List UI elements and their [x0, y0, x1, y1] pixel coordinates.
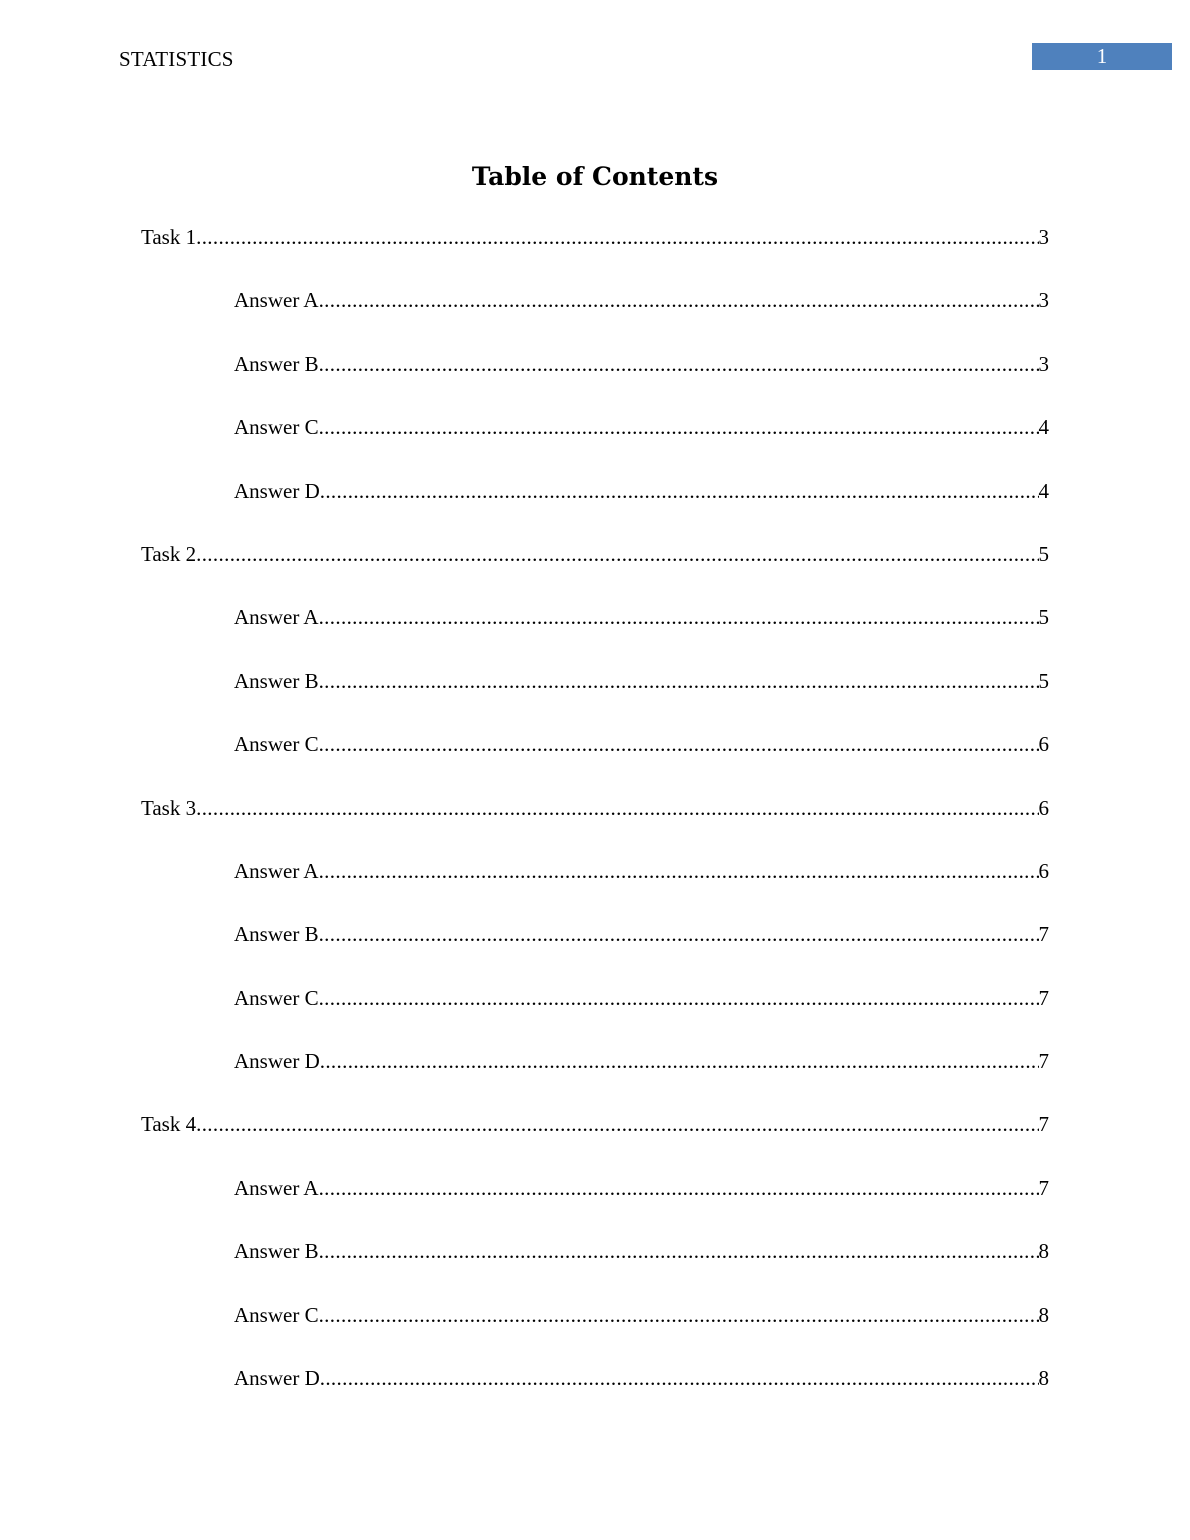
toc-entry-label: Answer D [234, 1366, 320, 1391]
toc-entry-answer[interactable] [0, 1046, 1190, 1109]
toc-entry-row [234, 1363, 1049, 1393]
toc-entry-label: Answer D [234, 478, 320, 503]
dot-leader [319, 983, 1039, 1013]
toc-entry-label: Answer C [234, 415, 319, 440]
toc-entry-row [234, 1173, 1049, 1203]
toc-entry-task[interactable] [0, 1109, 1190, 1172]
toc-entry-task[interactable] [0, 222, 1190, 285]
toc-entry-answer[interactable] [0, 856, 1190, 919]
dot-leader [319, 1173, 1039, 1203]
toc-entry-page-number: 4 [1038, 478, 1049, 503]
toc-entry-task[interactable] [0, 793, 1190, 856]
toc-entry-row [234, 666, 1049, 696]
toc-entry-label: Answer C [234, 732, 319, 757]
toc-entry-label: Answer A [234, 288, 319, 313]
dot-leader [319, 856, 1039, 886]
toc-entry-row [234, 729, 1049, 759]
dot-leader [319, 602, 1039, 632]
toc-entry-answer[interactable] [0, 919, 1190, 982]
toc-entry-row [234, 919, 1049, 949]
toc-title: Table of Contents [471, 162, 719, 191]
table-of-contents [0, 222, 1190, 1426]
toc-entry-page-number: 6 [1038, 858, 1049, 883]
toc-entry-answer[interactable] [0, 1236, 1190, 1299]
toc-entry-row [234, 602, 1049, 632]
dot-leader [196, 222, 1038, 252]
running-head: STATISTICS [119, 47, 234, 71]
toc-entry-page-number: 7 [1038, 1175, 1049, 1200]
toc-entry-row [234, 349, 1049, 379]
toc-entry-answer[interactable] [0, 602, 1190, 665]
toc-entry-page-number: 8 [1038, 1302, 1049, 1327]
toc-entry-page-number: 3 [1038, 225, 1049, 249]
toc-entry-row [234, 1236, 1049, 1266]
page-number-badge [1032, 43, 1172, 70]
toc-entry-label: Task 3 [141, 795, 197, 820]
toc-entry-page-number: 8 [1038, 1239, 1049, 1264]
toc-entry-page-number: 3 [1038, 288, 1049, 313]
toc-entry-page-number: 4 [1038, 415, 1049, 440]
dot-leader [196, 1109, 1038, 1139]
dot-leader [196, 539, 1038, 569]
toc-entry-page-number: 3 [1038, 351, 1049, 376]
toc-entry-row [141, 222, 1049, 252]
toc-entry-page-number: 5 [1038, 605, 1049, 630]
dot-leader [319, 1300, 1039, 1330]
toc-entry-label: Answer B [234, 668, 319, 693]
toc-entry-label: Answer A [234, 605, 319, 630]
toc-entry-label: Task 2 [141, 541, 197, 566]
toc-entry-row [141, 1109, 1049, 1139]
toc-entry-answer[interactable] [0, 476, 1190, 539]
dot-leader [319, 919, 1039, 949]
toc-entry-page-number: 6 [1038, 732, 1049, 757]
toc-entry-answer[interactable] [0, 1363, 1190, 1426]
toc-entry-page-number: 7 [1038, 922, 1049, 947]
dot-leader [320, 1046, 1039, 1076]
toc-entry-label: Task 1 [141, 225, 197, 249]
dot-leader [319, 285, 1039, 315]
toc-entry-answer[interactable] [0, 412, 1190, 475]
toc-entry-label: Answer B [234, 922, 319, 947]
toc-entry-page-number: 5 [1038, 668, 1049, 693]
toc-entry-answer[interactable] [0, 983, 1190, 1046]
toc-entry-answer[interactable] [0, 666, 1190, 729]
toc-entry-row [234, 856, 1049, 886]
dot-leader [319, 412, 1039, 442]
toc-entry-label: Answer A [234, 1175, 319, 1200]
toc-entry-label: Answer C [234, 985, 319, 1010]
dot-leader [319, 1236, 1039, 1266]
toc-entry-answer[interactable] [0, 1173, 1190, 1236]
toc-entry-page-number: 7 [1038, 1049, 1049, 1074]
toc-entry-label: Task 4 [141, 1112, 197, 1137]
toc-entry-row [234, 476, 1049, 506]
toc-entry-answer[interactable] [0, 349, 1190, 412]
dot-leader [319, 349, 1039, 379]
page-number: 1 [1096, 44, 1108, 68]
toc-entry-row [234, 983, 1049, 1013]
toc-entry-label: Answer B [234, 1239, 319, 1264]
toc-entry-answer[interactable] [0, 1300, 1190, 1363]
toc-entry-page-number: 6 [1038, 795, 1049, 820]
toc-entry-page-number: 7 [1038, 985, 1049, 1010]
toc-entry-row [141, 539, 1049, 569]
toc-entry-answer[interactable] [0, 285, 1190, 348]
dot-leader [320, 1363, 1039, 1393]
toc-entry-label: Answer B [234, 351, 319, 376]
toc-entry-row [234, 285, 1049, 315]
toc-entry-row [234, 1300, 1049, 1330]
dot-leader [320, 476, 1039, 506]
toc-entry-row [141, 793, 1049, 823]
toc-entry-row [234, 412, 1049, 442]
toc-entry-answer[interactable] [0, 729, 1190, 792]
dot-leader [196, 793, 1038, 823]
toc-entry-label: Answer D [234, 1049, 320, 1074]
toc-entry-row [234, 1046, 1049, 1076]
toc-entry-task[interactable] [0, 539, 1190, 602]
toc-entry-page-number: 5 [1038, 541, 1049, 566]
toc-entry-label: Answer C [234, 1302, 319, 1327]
toc-entry-page-number: 7 [1038, 1112, 1049, 1137]
toc-entry-page-number: 8 [1038, 1366, 1049, 1391]
toc-entry-label: Answer A [234, 858, 319, 883]
dot-leader [319, 666, 1039, 696]
dot-leader [319, 729, 1039, 759]
